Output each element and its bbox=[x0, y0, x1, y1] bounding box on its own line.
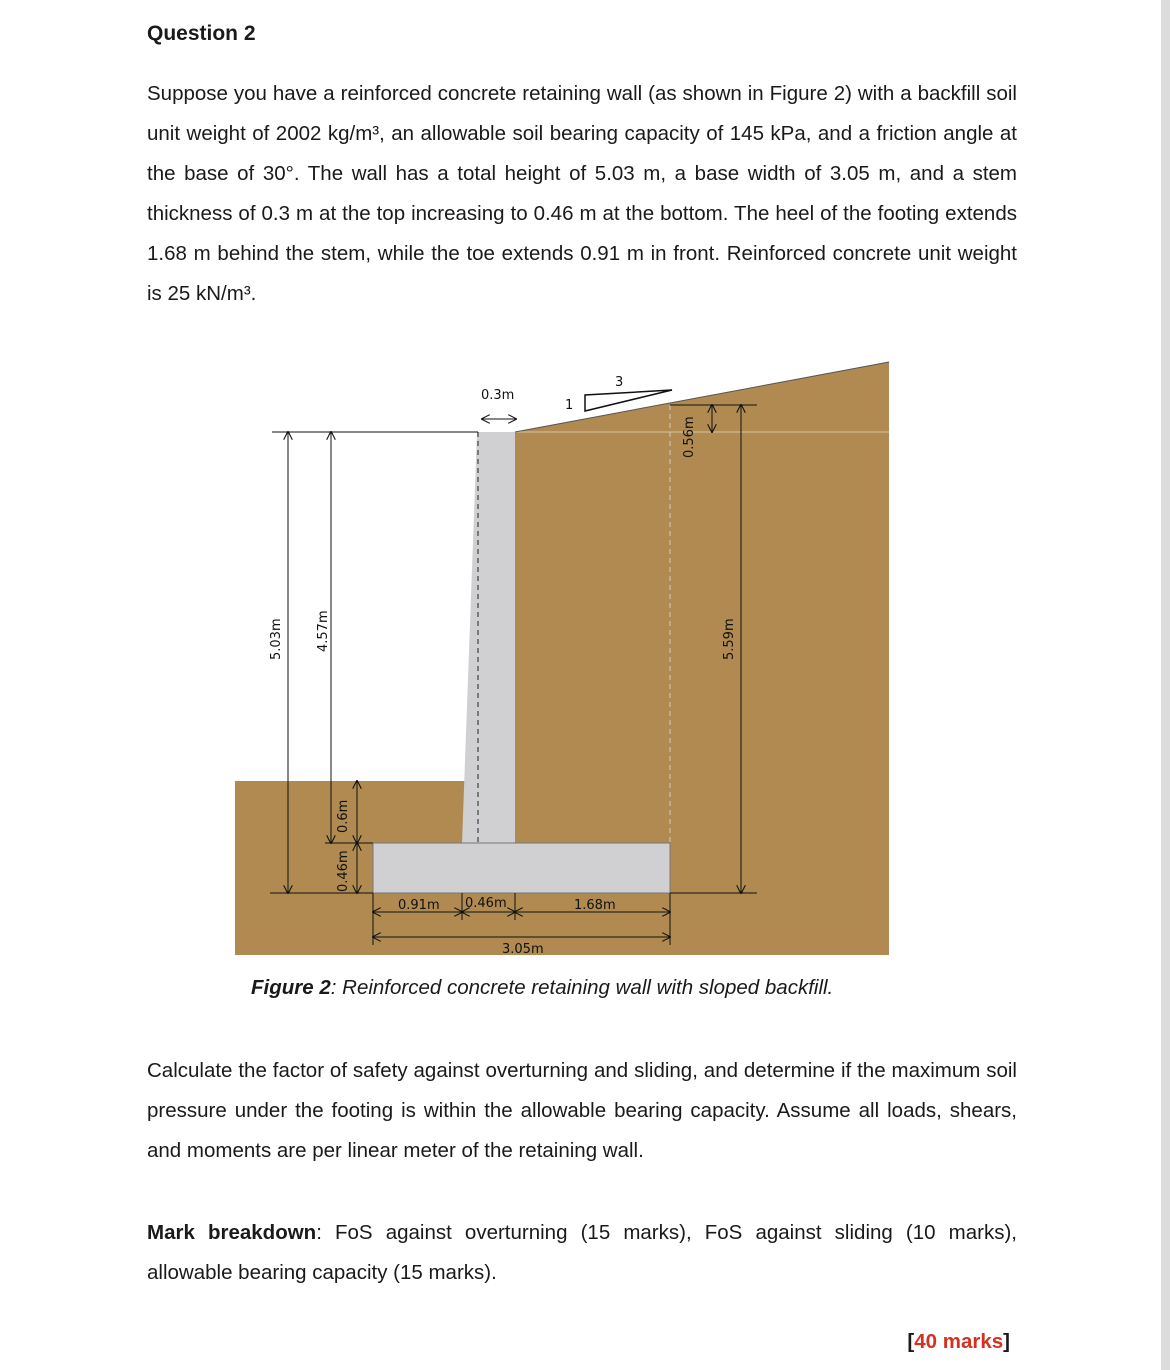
stem bbox=[462, 432, 515, 843]
base-label: 3.05m bbox=[502, 942, 544, 957]
slope-run-label: 3 bbox=[615, 375, 624, 390]
breakdown-label: Mark breakdown bbox=[147, 1221, 317, 1244]
heel-label: 1.68m bbox=[574, 898, 616, 913]
question-intro: Suppose you have a reinforced concrete retaining wall (as shown in Figure 2) with a backfill soil unit weight of 2002 kg/m³, an allowable soil bearing capacity of 145 kPa, and a friction angle at the base of 30°. The wall has a total height of 5.03 m, a base width of 3.05 m, and a stem thickness of 0.3 m at the top increasing to 0.46 m at the bottom. The heel of the footing extends 1.68 m behind the stem, while the toe extends 0.91 m in front. Reinforced concrete unit weight is 25 kN/m³. bbox=[147, 82, 1017, 305]
footing-thickness-label: 0.46m bbox=[336, 850, 351, 892]
bracket-open: [ bbox=[907, 1330, 915, 1353]
mark-breakdown bbox=[147, 1213, 1017, 1293]
footing bbox=[373, 843, 670, 893]
stem-height-label: 4.57m bbox=[316, 610, 331, 652]
total-height-label: 5.03m bbox=[269, 618, 284, 660]
task-text: Calculate the factor of safety against overturning and sliding, and determine if the maximum soil pressure under the footing is within the allowable bearing capacity. Assume all loads, shears, and moments are per linear meter of the retaining wall. bbox=[147, 1059, 1017, 1162]
bracket-close: ] bbox=[1003, 1330, 1010, 1353]
caption-label: Figure 2 bbox=[251, 976, 331, 999]
figure-caption bbox=[251, 976, 833, 1000]
caption-text: : Reinforced concrete retaining wall with sloped backfill. bbox=[330, 976, 834, 999]
stem-top-label: 0.3m bbox=[481, 388, 515, 403]
slope-rise-label: 1 bbox=[565, 398, 574, 413]
embed-depth-label: 0.6m bbox=[336, 799, 351, 833]
toe-label: 0.91m bbox=[398, 898, 440, 913]
question-title: Question 2 bbox=[147, 22, 256, 45]
stem-bottom-label: 0.46m bbox=[465, 896, 507, 911]
breakdown-text: : FoS against overturning (15 marks), FoS against sliding (10 marks), allowable bearing capacity (15 marks). bbox=[147, 1221, 1017, 1284]
marks-value: 40 marks bbox=[914, 1330, 1004, 1353]
surcharge-label: 0.56m bbox=[682, 416, 697, 458]
total-marks bbox=[907, 1330, 1010, 1354]
heel-height-label: 5.59m bbox=[722, 618, 737, 660]
